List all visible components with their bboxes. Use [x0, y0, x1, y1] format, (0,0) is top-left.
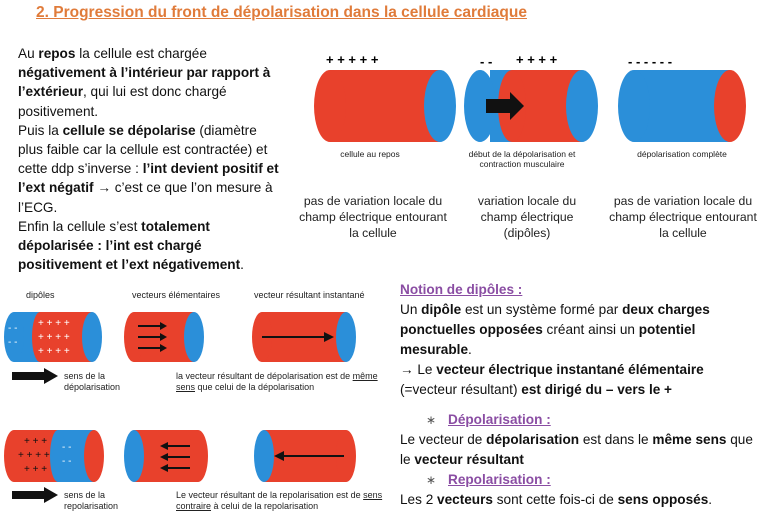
bullet-icon: ∗: [426, 473, 437, 487]
bold: potentiel mesurable: [400, 322, 696, 357]
figure-caption: dépolarisation complète: [637, 149, 727, 159]
depolarization-text: [400, 430, 760, 470]
repolarization-heading: Repolarisation :: [448, 472, 551, 487]
text: Un: [400, 302, 422, 317]
text: est dans le: [579, 432, 653, 447]
bold: est dirigé du – vers le +: [521, 382, 672, 397]
svg-text:+ + + +: + + + +: [38, 332, 70, 343]
text: que le: [400, 432, 753, 467]
bold: vecteur électrique instantané élémentaire: [436, 362, 704, 377]
intro-text: .: [240, 257, 244, 273]
text: .: [708, 492, 713, 507]
intro-bold: l’int devient positif et l’ext négatif: [18, 161, 279, 196]
depolarization-start-figure: [464, 52, 598, 142]
figure-caption: début de la dépolarisation et contraction musculaire: [468, 149, 576, 169]
svg-text:+ + + +: + + + +: [18, 450, 50, 461]
negative-signs: - -: [480, 54, 493, 69]
note-text: à celui de la repolarisation: [211, 501, 319, 511]
bold: vecteurs: [437, 492, 493, 507]
intro-paragraph: [18, 44, 284, 274]
note-emphasis: sens contraire: [176, 490, 383, 511]
svg-text:- -: - -: [8, 337, 18, 348]
svg-text:+ + + +: + + + +: [38, 346, 70, 357]
note-text: que celui de la dépolarisation: [195, 382, 315, 392]
svg-text:- -: - -: [8, 323, 18, 334]
resting-cell-figure: [314, 52, 456, 142]
text: sont cette fois-ci de: [492, 492, 618, 507]
bold: même sens: [652, 432, 727, 447]
text: créant ainsi un: [542, 322, 639, 337]
intro-text: Au: [18, 46, 39, 61]
figure-description: variation locale du champ électrique (dipôles): [477, 194, 577, 240]
text: .: [468, 342, 472, 357]
positive-signs: + + + +: [516, 52, 558, 67]
text: → Le: [400, 362, 437, 377]
intro-text: Enfin la cellule s’est: [18, 218, 142, 234]
svg-text:+ + +: + + +: [24, 464, 48, 475]
depolarization-figures: [0, 300, 395, 430]
svg-text:- -: - -: [62, 456, 72, 467]
svg-text:+ + +: + + +: [24, 436, 48, 447]
intro-text: → c’est ce que l’on mesure à l’ECG.: [18, 180, 273, 215]
resultant-vector-label: vecteur résultant instantané: [254, 290, 365, 300]
dipole-definition: [400, 300, 760, 360]
complete-depolarization-figure: [618, 54, 746, 142]
dipoles-label: dipôles: [26, 290, 55, 300]
note-text: la vecteur résultant de dépolarisation est de: [176, 371, 353, 381]
repolarization-text: [400, 490, 760, 510]
text: (=vecteur résultant): [400, 382, 522, 397]
negative-signs: - - - - - -: [628, 54, 673, 69]
depolarization-heading: Dépolarisation :: [448, 412, 551, 427]
positive-signs: + + + + +: [326, 52, 379, 67]
vector-definition: [400, 360, 760, 400]
repolarization-note: [176, 490, 390, 512]
text: Le vecteur de: [400, 432, 487, 447]
note-text: Le vecteur résultant de la repolarisation est de: [176, 490, 364, 500]
dipole-notion-section: [400, 280, 760, 510]
note-emphasis: même sens: [176, 371, 378, 392]
text: Les 2: [400, 492, 438, 507]
intro-bold: repos: [38, 46, 76, 61]
depolarization-heading-row: [400, 410, 760, 430]
bold: dipôle: [421, 302, 462, 317]
intro-bold: négativement à l’intérieur par rapport à l’extérieur: [18, 65, 271, 100]
repolarization-direction-label: sens de la repolarisation: [64, 490, 119, 511]
notion-heading: Notion de dipôles :: [400, 282, 523, 297]
figure-description: pas de variation locale du champ électrique entourant la cellule: [609, 194, 757, 240]
repolarization-heading-row: [400, 470, 760, 490]
intro-text: Puis la: [18, 122, 63, 138]
svg-text:- -: - -: [62, 442, 72, 453]
intro-bold: totalement dépolarisée : l’int est chargé positivement et l’ext négativement: [18, 218, 241, 273]
intro-text: , qui lui est donc chargé positivement.: [18, 84, 227, 119]
depolarization-direction-label: sens de la dépolarisation: [64, 371, 121, 392]
bold: vecteur résultant: [414, 452, 524, 467]
bullet-icon: ∗: [426, 413, 437, 427]
section-title: 2. Progression du front de dépolarisation dans la cellule cardiaque: [36, 4, 527, 21]
bold: sens opposés: [617, 492, 709, 507]
figure-caption: cellule au repos: [340, 149, 400, 159]
intro-bold: cellule se dépolarise: [62, 122, 196, 138]
bold: dépolarisation: [486, 432, 580, 447]
depolarization-note: [176, 371, 386, 393]
figure-description: pas de variation locale du champ électrique entourant la cellule: [299, 194, 447, 240]
intro-text: la cellule est chargée: [75, 46, 207, 61]
svg-text:+ + + +: + + + +: [38, 318, 70, 329]
elementary-vectors-label: vecteurs élémentaires: [132, 290, 221, 300]
text: est un système formé par: [461, 302, 623, 317]
bold: deux charges ponctuelles opposées: [400, 302, 710, 337]
intro-text: (diamètre plus faible car la cellule est contractée) et cette ddp s’inverse :: [18, 122, 268, 177]
